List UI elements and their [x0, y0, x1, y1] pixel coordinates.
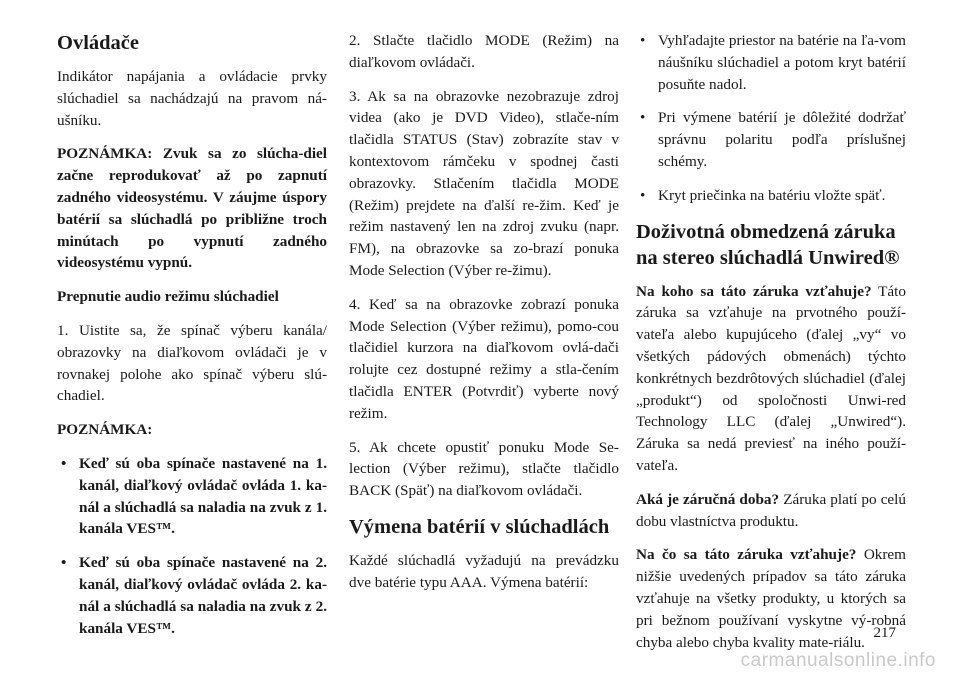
step-4: 4. Keď sa na obrazovke zobrazí ponuka Mode Selection (Výber režimu), pomo-cou tlačidiel kurzora na diaľkovom ovlá-dači rolujte cez dostupné režimy a stla-čením tlačidla ENTER (Potvrdiť) vyberte nový režim.	[349, 295, 619, 422]
list-item: • Pri výmene batérií je dôležité dodržať správnu polaritu podľa príslušnej schémy.	[636, 107, 906, 172]
warranty-who-text: Táto záruka sa vzťahuje na prvotného použí-vateľa alebo kupujúceho (ďalej „vy“ vo všetkých pádových obmenách) týchto konkrétnych bezdrôtových slúchadiel (ďalej „produkt“) od spoločnosti Unwi-red Technology LLC (ďalej „Unwired“). Záruka sa nedá previesť na iného použí-vateľa.	[636, 282, 906, 474]
note-label: POZNÁMKA:	[57, 421, 153, 439]
list-item: • Keď sú oba spínače nastavené na 1. kanál, diaľkový ovládač ovláda 1. ka-nál a slúchadlá sa naladia na zvuk z 1. kanála VES™.	[57, 453, 327, 540]
column-left	[57, 30, 327, 651]
section-heading-controls: Ovládače	[57, 32, 139, 54]
watermark: carmanualsonline.info	[740, 650, 936, 671]
warranty-who-label: Na koho sa táto záruka vzťahuje?	[636, 282, 872, 300]
battery-paragraph: Každé slúchadlá vyžadujú na prevádzku dve batérie typu AAA. Výmena batérií:	[349, 551, 619, 591]
note-bullet-list	[57, 453, 327, 639]
warranty-coverage-paragraph	[636, 544, 906, 653]
list-item: • Kryt priečinka na batériu vložte späť.	[636, 185, 906, 207]
battery-bullet-list	[636, 30, 906, 207]
intro-paragraph: Indikátor napájania a ovládacie prvky slúchadiel sa nachádzajú na pravom ná-ušníku.	[57, 68, 327, 129]
warranty-period-label: Aká je záručná doba?	[636, 490, 780, 508]
warranty-coverage-text: Okrem nižšie uvedených prípadov sa táto záruka vzťahuje na všetky produkty, u ktorých sa pri bežnom používaní vyskytne vý-robná chyba alebo chyba kvality mate-riálu.	[636, 546, 906, 651]
warranty-coverage-label: Na čo sa táto záruka vzťahuje?	[636, 546, 857, 564]
list-item: • Vyhľadajte priestor na batérie na ľa-vom náušníku slúchadiel a potom kryt batérií posuňte nadol.	[636, 30, 906, 95]
column-middle	[349, 30, 619, 606]
page-number: 217	[873, 625, 896, 641]
step-1: 1. Uistite sa, že spínač výberu kanála/ obrazovky na diaľkovom ovládači je v rovnakej polohe ako spínač výberu slú-chadiel.	[57, 321, 327, 405]
warranty-period-paragraph	[636, 489, 906, 533]
section-heading-battery: Výmena batérií v slúchadlách	[349, 515, 610, 538]
subheading-audio-mode: Prepnutie audio režimu slúchadiel	[57, 288, 279, 306]
warranty-period-text: Záruka platí po celú dobu vlastníctva produktu.	[636, 490, 906, 530]
column-right	[636, 30, 906, 665]
step-3: 3. Ak sa na obrazovke nezobrazuje zdroj videa (ako je DVD Video), stlače-ním tlačidla STATUS (Stav) zobrazíte stav v kontextovom rámčeku v spodnej časti obrazovky. Stlačením tlačidla MODE (Režim) prejdete na ďalší re-žim. Keď je režim nastavený len na zdroj zvuku (napr. FM), na obrazovke sa zo-brazí ponuka Mode Selection (Výber re-žimu).	[349, 87, 619, 279]
section-heading-warranty: Doživotná obmedzená záruka na stereo slúchadlá Unwired®	[636, 220, 900, 269]
step-2: 2. Stlačte tlačidlo MODE (Režim) na diaľkovom ovládači.	[349, 32, 619, 71]
warranty-who-paragraph	[636, 281, 906, 477]
note-paragraph: POZNÁMKA: Zvuk sa zo slúcha-diel začne reprodukovať až po zapnutí zadného videosystému. V záujme úspory batérií sa slúchadlá po približne troch minútach po vypnutí zadného videosystému vypnú.	[57, 145, 327, 272]
list-item: • Keď sú oba spínače nastavené na 2. kanál, diaľkový ovládač ovláda 2. ka-nál a slúchadlá sa naladia na zvuk z 2. kanála VES™.	[57, 552, 327, 639]
step-5: 5. Ak chcete opustiť ponuku Mode Se-lection (Výber režimu), stlačte tlačidlo BACK (Späť) na diaľkovom ovládači.	[349, 438, 619, 500]
